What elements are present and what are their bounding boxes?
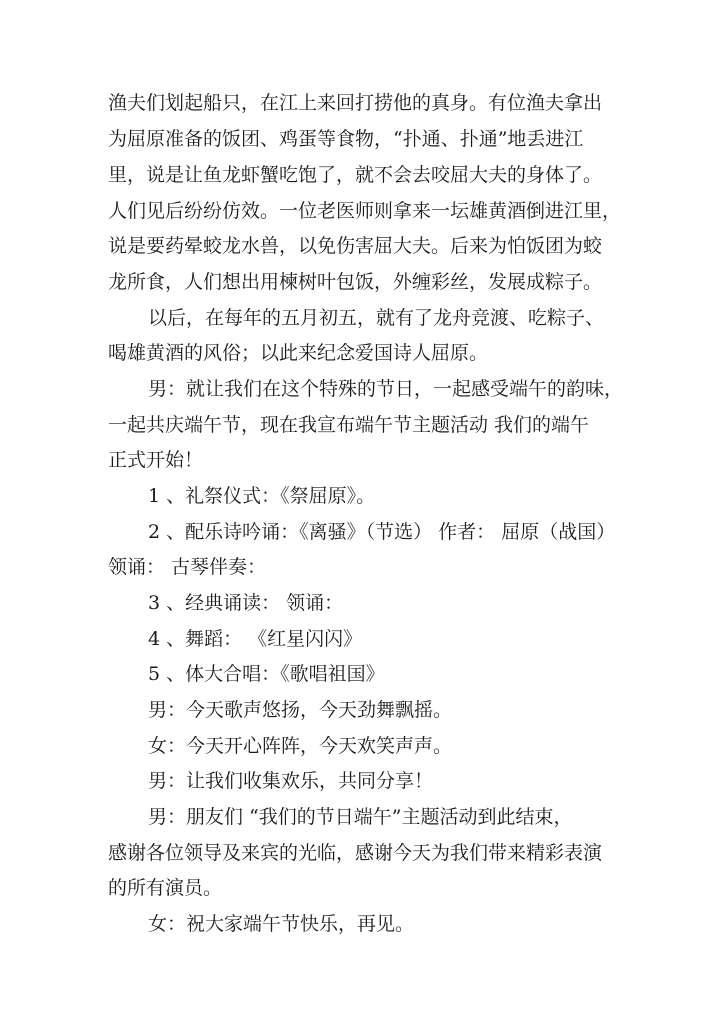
text-line: 龙所食，人们想出用楝树叶包饭，外缠彩丝，发展成粽子。 [108,271,603,293]
text-line: 女：祝大家端午节快乐，再见。 [148,913,415,935]
program-item: 4 、舞蹈： 《红星闪闪》 [148,628,363,650]
text-line: 一起共庆端午节，现在我宣布端午节主题活动 我们的端午 [108,414,590,436]
text-line: 男：今天歌声悠扬，今天劲舞飘摇。 [148,699,453,721]
text-line: 里，说是让鱼龙虾蟹吃饱了，就不会去咬屈大夫的身体了。 [108,164,603,186]
text-line: 渔夫们划起船只，在江上来回打捞他的真身。有位渔夫拿出 [108,92,603,114]
text-line: 男：让我们收集欢乐，共同分享！ [148,770,434,792]
text-line: 感谢各位领导及来宾的光临，感谢今天为我们带来精彩表演 [108,842,603,864]
text-line: 人们见后纷纷仿效。一位老医师则拿来一坛雄黄酒倒进江里， [108,200,622,222]
text-line: 以后，在每年的五月初五，就有了龙舟竞渡、吃粽子、 [148,307,605,329]
text-line: 为屈原准备的饭团、鸡蛋等食物，“扑通、扑通”地丢进江 [108,128,584,150]
text-line: 正式开始！ [108,449,204,471]
text-line: 女：今天开心阵阵，今天欢笑声声。 [148,735,453,757]
program-item: 3 、经典诵读： 领诵： [148,592,344,614]
text-line: 的所有演员。 [108,877,223,899]
program-item: 2 、配乐诗吟诵：《离骚》（节选） 作者： 屈原（战国） [148,521,616,543]
text-line: 说是要药晕蛟龙水兽，以免伤害屈大夫。后来为怕饭团为蛟 [108,235,603,257]
text-line: 领诵： 古琴伴奏： [108,556,267,578]
program-item: 5 、体大合唱：《歌唱祖国》 [148,663,385,685]
program-item: 1 、礼祭仪式：《祭屈原》。 [148,485,376,507]
text-line: 喝雄黄酒的风俗；以此来纪念爱国诗人屈原。 [108,342,489,364]
text-line: 男：就让我们在这个特殊的节日，一起感受端午的韵味， [148,378,624,400]
text-line: 男：朋友们 “我们的节日端午”主题活动到此结束， [148,806,573,828]
